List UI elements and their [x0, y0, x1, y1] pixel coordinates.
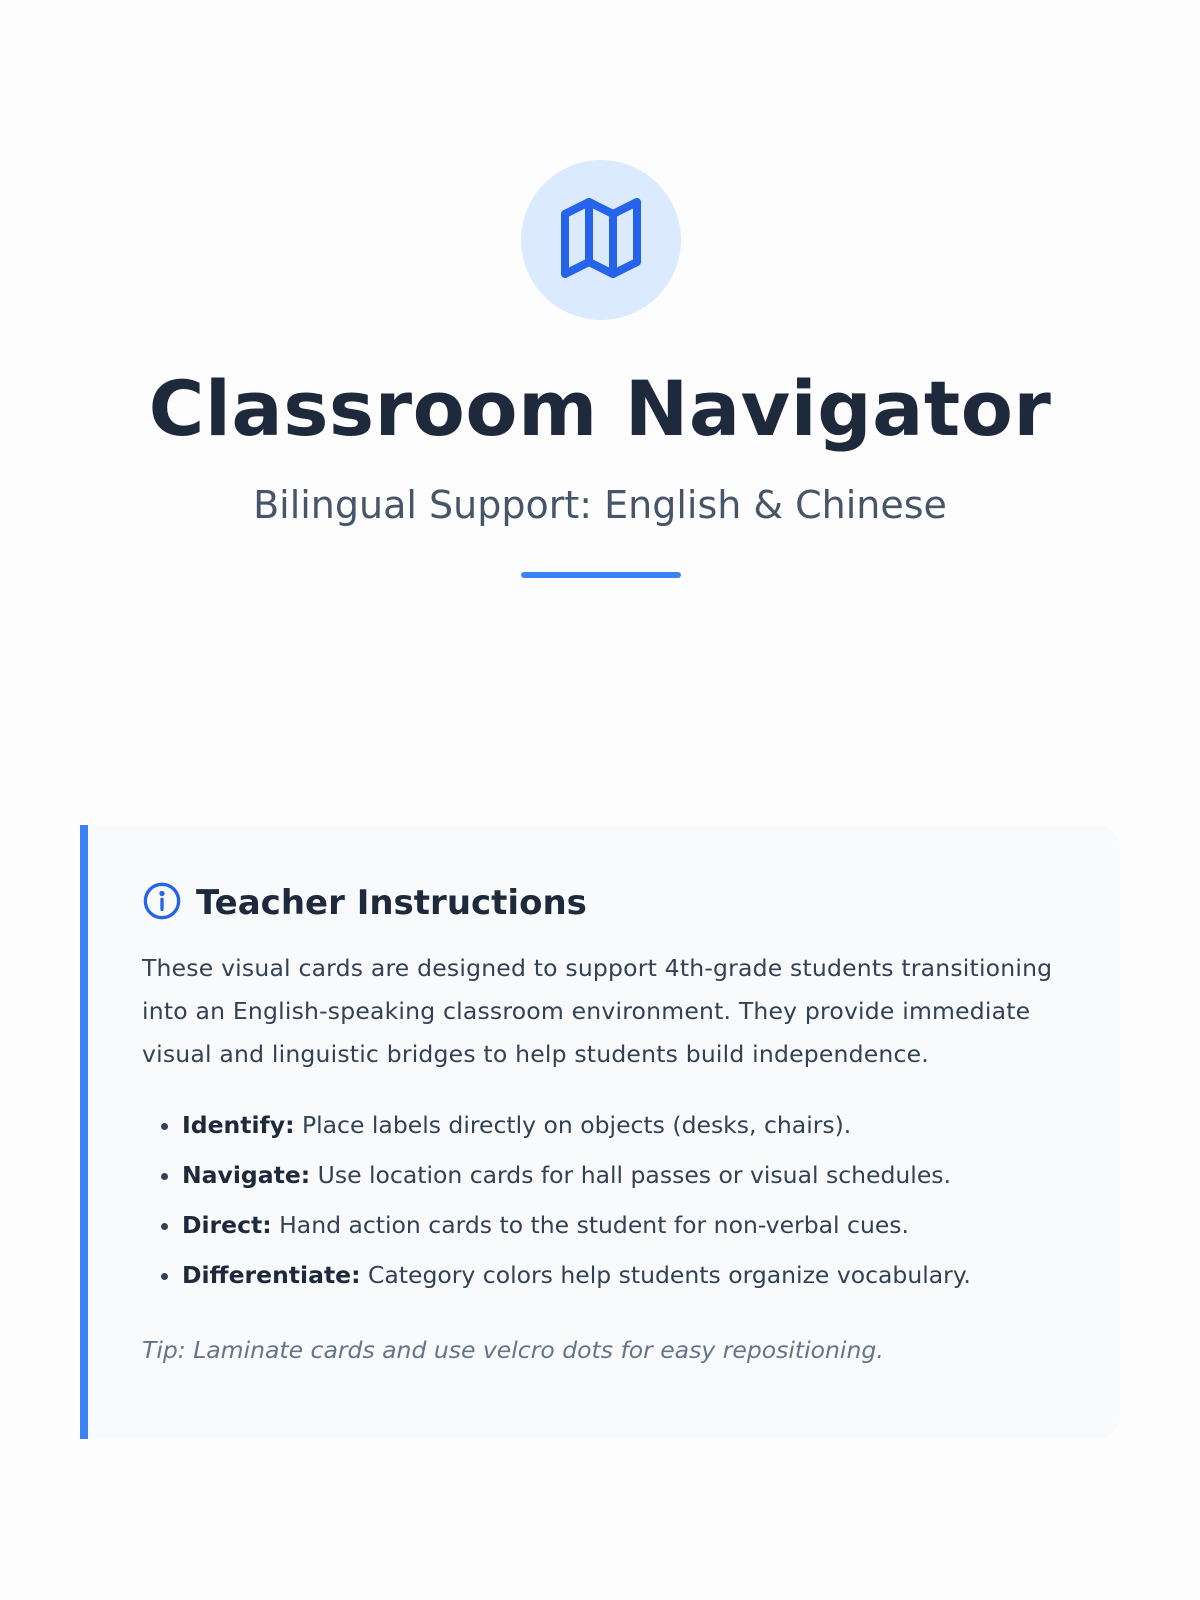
- list-item-text: Category colors help students organize vocabulary.: [360, 1261, 971, 1289]
- page-subtitle: Bilingual Support: English & Chinese: [253, 483, 947, 527]
- list-item-term: Direct:: [182, 1211, 272, 1239]
- teacher-instructions-card: [80, 825, 1120, 1439]
- map-icon: [553, 190, 649, 291]
- instructions-list: [142, 1100, 1060, 1300]
- page-title: Classroom Navigator: [148, 364, 1052, 453]
- list-item-term: Navigate:: [182, 1161, 311, 1189]
- list-item-term: Identify:: [182, 1111, 295, 1139]
- list-item-term: Differentiate:: [182, 1261, 361, 1289]
- list-item-text: Hand action cards to the student for non-verbal cues.: [271, 1211, 910, 1239]
- list-item: [182, 1100, 1060, 1150]
- list-item: [182, 1250, 1060, 1300]
- instructions-paragraph: These visual cards are designed to support 4th-grade students transitioning into an English-speaking classroom environment. They provide immediate visual and linguistic bridges to help students build independence.: [142, 954, 1053, 1068]
- list-item: [182, 1150, 1060, 1200]
- list-item-text: Use location cards for hall passes or visual schedules.: [310, 1161, 952, 1189]
- card-header: [142, 881, 1060, 925]
- title-divider: [521, 572, 681, 578]
- hero-icon-circle: [521, 160, 681, 320]
- instructions-tip: Tip: Laminate cards and use velcro dots for easy repositioning.: [142, 1336, 884, 1364]
- card-title: Teacher Instructions: [196, 883, 587, 923]
- list-item-text: Place labels directly on objects (desks, chairs).: [294, 1111, 852, 1139]
- info-icon: [142, 881, 196, 926]
- list-item: [182, 1200, 1060, 1250]
